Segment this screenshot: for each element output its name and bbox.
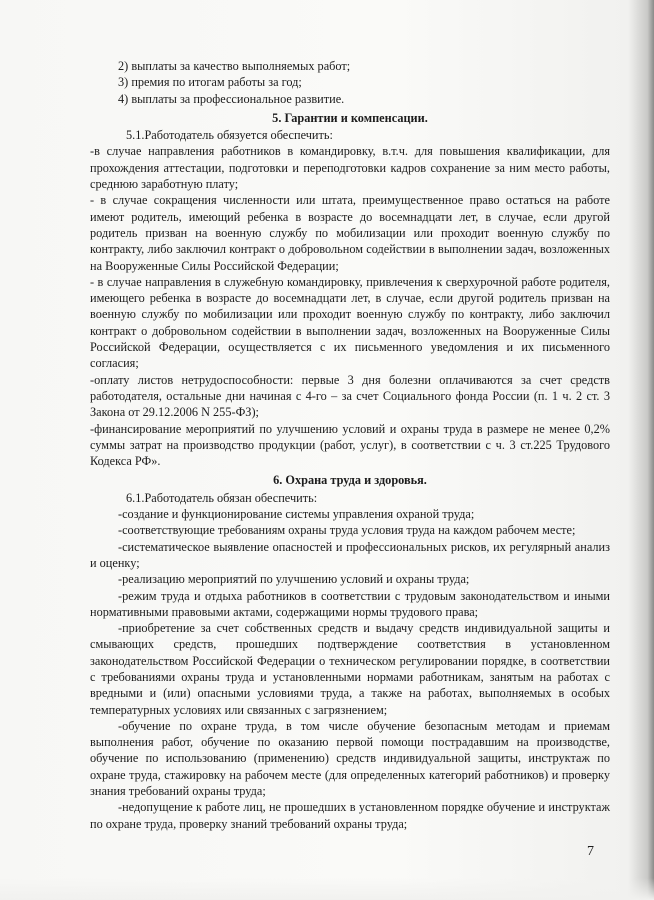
paragraph: -оплату листов нетрудоспособности: первые 3 дня болезни оплачиваются за счет средств работодателя, остальные дни начиная с 4-го – за счет Социального фонда России (п. 1 ч. 2 ст. 3 Закона от 29.12.2006 N 255-ФЗ); [90, 372, 610, 420]
scan-shadow [0, 878, 654, 900]
paragraph: -создание и функционирование системы управления охраной труда; [118, 507, 475, 522]
paragraph: -приобретение за счет собственных средств и выдачу средств индивидуальной защиты и смывающих средств, прошедших подтверждение соответствия в установленном законодательством Российской Федерации о техническом регулировании порядке, в соответствии с требованиями охраны труда и установленными нормами работникам, занятым на работах с вредными и (или) опасными условиями труда, а также на работах, выполняемых в особых температурных условиях или связанных с загрязнением; [90, 621, 610, 717]
section-heading-guarantees: 5. Гарантии и компенсации. [272, 110, 428, 125]
section-heading-labor-safety: 6. Охрана труда и здоровья. [273, 473, 427, 488]
list-item: 3) премия по итогам работы за год; [118, 75, 302, 90]
paragraph: -обучение по охране труда, в том числе обучение безопасным методам и приемам выполнения работ, обучение по оказанию первой помощи пострадавшим на производстве, обучение по использованию (применению) средств индивидуальной защиты, инструктаж по охране труда, стажировку на рабочем месте (для определенных категорий работников) и проверку знания требований охраны труда; [90, 718, 610, 799]
paragraph: -реализацию мероприятий по улучшению условий и охраны труда; [118, 572, 470, 587]
paragraph: -систематическое выявление опасностей и профессиональных рисков, их регулярный анализ и оценку; [90, 539, 610, 570]
paragraph: -соответствующие требованиям охраны труда условия труда на каждом рабочем месте; [118, 523, 576, 538]
paragraph: - в случае направления в служебную командировку, привлечения к сверхурочной работе родителя, имеющего ребенка в возрасте до восемнадцати лет, в случае, если другой родитель призван на военную службу по мобилизации или проходит военную службу по контракту, либо заключил контракт о добровольном содействии в выполнении задач, возложенных на Вооруженные Силы Российской Федерации, осуществляется с их письменного уведомления и их письменного согласия; [90, 274, 610, 371]
paragraph: -режим труда и отдыха работников в соответствии с трудовым законодательством и иными нормативными правовыми актами, содержащими нормы трудового права; [90, 588, 610, 619]
list-item: 2) выплаты за качество выполняемых работ; [118, 59, 351, 73]
paragraph: - в случае сокращения численности или штата, преимущественное право остаться на работе имеют родитель, имеющий ребенка в возрасте до восемнадцати лет, в случае, если другой родитель призван на военную службу по мобилизации или проходит военную службу по контракту, либо заключил контракт о добровольном содействии в выполнении задач, возложенных на Вооруженные Силы Российской Федерации; [90, 193, 610, 273]
section-intro: 5.1.Работодатель обязуется обеспечить: [126, 128, 333, 143]
paragraph: -финансирование мероприятий по улучшению условий и охраны труда в размере не менее 0,2% суммы затрат на производство продукции (работ, услуг), в соответствии с ч. 3 ст.225 Трудового Кодекса РФ». [90, 421, 610, 469]
section-intro: 6.1.Работодатель обязан обеспечить: [126, 490, 318, 505]
list-item: 4) выплаты за профессиональное развитие. [118, 91, 345, 106]
document-body [90, 58, 610, 832]
paragraph: -в случае направления работников в командировку, в.т.ч. для повышения квалификации, для прохождения аттестации, подготовки и переподготовки кадров сохранение за ним место работы, среднюю заработную плату; [90, 144, 610, 192]
paragraph: -недопущение к работе лиц, не прошедших в установленном порядке обучение и инструктаж по охране труда, проверку знаний требований охраны труда; [90, 800, 610, 831]
page-number: 7 [587, 844, 594, 859]
